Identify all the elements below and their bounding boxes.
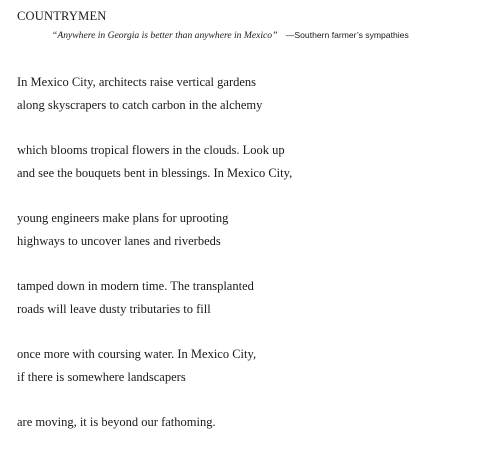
stanza-4 [17,275,292,320]
poem-line: once more with coursing water. In Mexico City, [17,347,257,361]
stanza-1 [17,71,292,116]
epigraph-quote: “Anywhere in Georgia is better than anywhere in Mexico” [52,30,278,41]
poem-line: and see the bouquets bent in blessings. In Mexico City, [17,165,293,180]
poem-line: young engineers make plans for uprooting [17,211,229,225]
poem-line: if there is somewhere landscapers [17,369,186,384]
poem-line: In Mexico City, architects raise vertical gardens [17,75,257,89]
poem-line: are moving, it is beyond our fathoming. [17,415,216,429]
poem-body [17,71,292,457]
poem-title: COUNTRYMEN [17,9,107,23]
epigraph-attribution: —Southern farmer’s sympathies [285,30,409,40]
epigraph [52,30,409,41]
stanza-2 [17,139,292,184]
poem-line: along skyscrapers to catch carbon in the alchemy [17,97,263,112]
poem-line: roads will leave dusty tributaries to fill [17,301,211,316]
poem-line: tamped down in modern time. The transplanted [17,279,254,293]
stanza-5 [17,343,292,388]
stanza-6 [17,411,292,434]
poem-line: highways to uncover lanes and riverbeds [17,233,221,248]
poem-line: which blooms tropical flowers in the clouds. Look up [17,143,285,157]
stanza-3 [17,207,292,252]
